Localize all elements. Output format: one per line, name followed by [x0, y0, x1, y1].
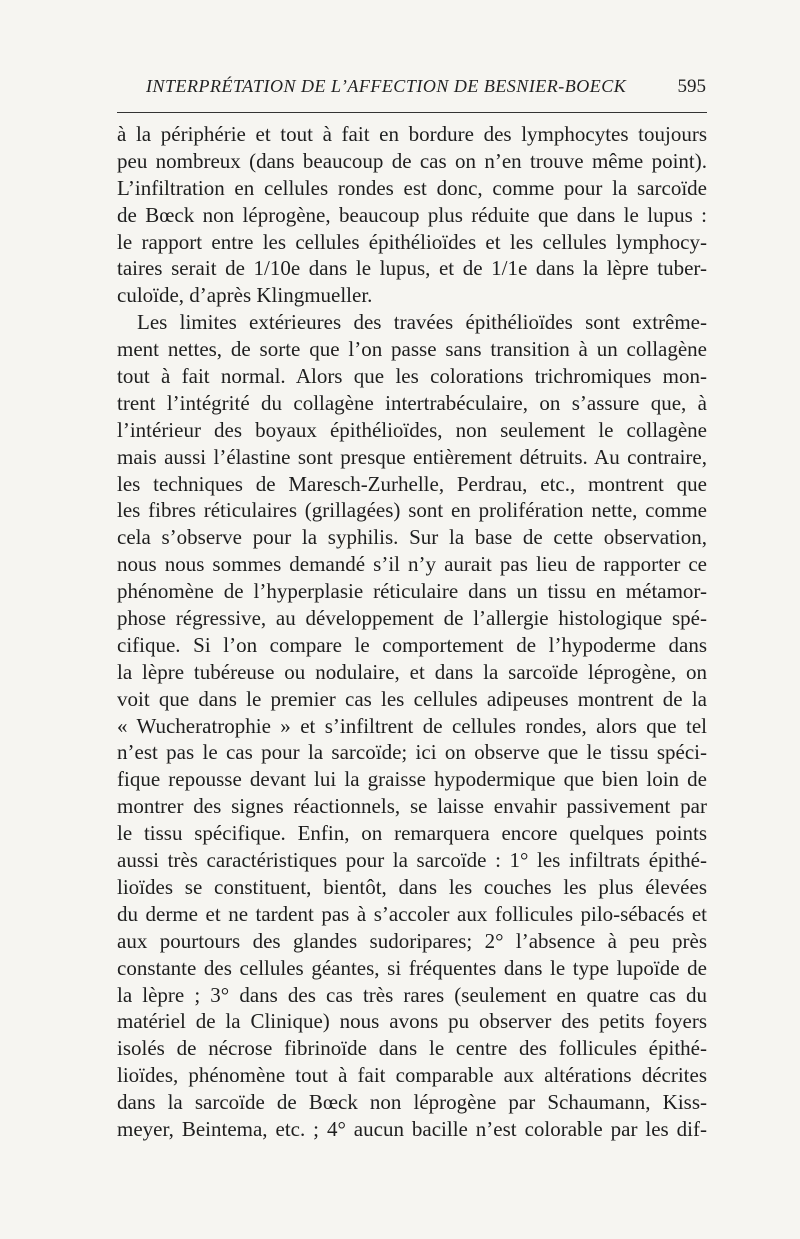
- text-line: Les limites extérieures des travées épithélioïdes sont extrême-: [137, 310, 707, 335]
- text-line: fique repousse devant lui la graisse hypodermique que bien loin de: [117, 767, 707, 792]
- text-line: matériel de la Clinique) nous avons pu observer des petits foyers: [117, 1009, 707, 1034]
- body-text: [117, 121, 707, 1143]
- text-line: ment nettes, de sorte que l’on passe sans transition à un collagène: [117, 337, 707, 362]
- text-line: cela s’observe pour la syphilis. Sur la base de cette observation,: [117, 525, 707, 550]
- text-line: voit que dans le premier cas les cellules adipeuses montrent de la: [117, 686, 707, 711]
- text-line: l’intérieur des boyaux épithélioïdes, non seulement le collagène: [117, 417, 707, 442]
- text-line: trent l’intégrité du collagène intertrabéculaire, on s’assure que, à: [117, 390, 707, 415]
- text-line: de Bœck non léprogène, beaucoup plus réduite que dans le lupus :: [117, 202, 707, 227]
- running-head: [116, 76, 706, 106]
- page-number: 595: [677, 76, 706, 97]
- text-line: peu nombreux (dans beaucoup de cas on n’en trouve même point).: [117, 148, 707, 173]
- text-line: le rapport entre les cellules épithélioïdes et les cellules lymphocy-: [117, 229, 707, 254]
- text-line: n’est pas le cas pour la sarcoïde; ici on observe que le tissu spéci-: [117, 740, 707, 765]
- text-line: du derme et ne tardent pas à s’accoler aux follicules pilo-sébacés et: [117, 901, 707, 926]
- text-line: nous nous sommes demandé s’il n’y aurait pas lieu de rapporter ce: [117, 552, 707, 577]
- text-line: cifique. Si l’on compare le comportement de l’hypoderme dans: [117, 632, 707, 657]
- text-line: montrer des signes réactionnels, se laisse envahir passivement par: [117, 794, 707, 819]
- text-line: les fibres réticulaires (grillagées) sont en prolifération nette, comme: [117, 498, 707, 523]
- text-line: taires serait de 1/10e dans le lupus, et de 1/1e dans la lèpre tuber-: [117, 256, 707, 281]
- text-line: phose régressive, au développement de l’allergie histologique spé-: [117, 606, 707, 631]
- text-line: lioïdes, phénomène tout à fait comparable aux altérations décrites: [117, 1063, 707, 1088]
- text-line: aux pourtours des glandes sudoripares; 2° l’absence à peu près: [117, 928, 707, 953]
- paragraph-2: [117, 309, 707, 1143]
- text-line: la lèpre tubéreuse ou nodulaire, et dans la sarcoïde léprogène, on: [117, 659, 707, 684]
- text-line: dans la sarcoïde de Bœck non léprogène par Schaumann, Kiss-: [117, 1090, 707, 1115]
- text-line: « Wucheratrophie » et s’infiltrent de cellules rondes, alors que tel: [117, 713, 707, 738]
- paragraph-1: [117, 121, 707, 309]
- text-line: lioïdes se constituent, bientôt, dans les couches les plus élevées: [117, 874, 707, 899]
- text-line: culoïde, d’après Klingmueller.: [117, 283, 373, 308]
- text-line: constante des cellules géantes, si fréquentes dans le type lupoïde de: [117, 955, 707, 980]
- text-line: à la périphérie et tout à fait en bordure des lymphocytes toujours: [117, 122, 707, 146]
- text-line: meyer, Beintema, etc. ; 4° aucun bacille n’est colorable par les dif-: [117, 1116, 707, 1141]
- text-line: mais aussi l’élastine sont presque entièrement détruits. Au contraire,: [117, 444, 707, 469]
- running-title: INTERPRÉTATION DE L’AFFECTION DE BESNIER-BOECK: [146, 76, 627, 96]
- text-line: tout à fait normal. Alors que les colorations trichromiques mon-: [117, 364, 707, 389]
- text-line: la lèpre ; 3° dans des cas très rares (seulement en quatre cas du: [117, 982, 707, 1007]
- text-line: le tissu spécifique. Enfin, on remarquera encore quelques points: [117, 821, 707, 846]
- text-line: isolés de nécrose fibrinoïde dans le centre des follicules épithé-: [117, 1036, 707, 1061]
- header-rule: [117, 112, 707, 113]
- text-line: les techniques de Maresch-Zurhelle, Perdrau, etc., montrent que: [117, 471, 707, 496]
- text-line: aussi très caractéristiques pour la sarcoïde : 1° les infiltrats épithé-: [117, 848, 707, 873]
- text-line: L’infiltration en cellules rondes est donc, comme pour la sarcoïde: [117, 175, 707, 200]
- text-line: phénomène de l’hyperplasie réticulaire dans un tissu en métamor-: [117, 579, 707, 604]
